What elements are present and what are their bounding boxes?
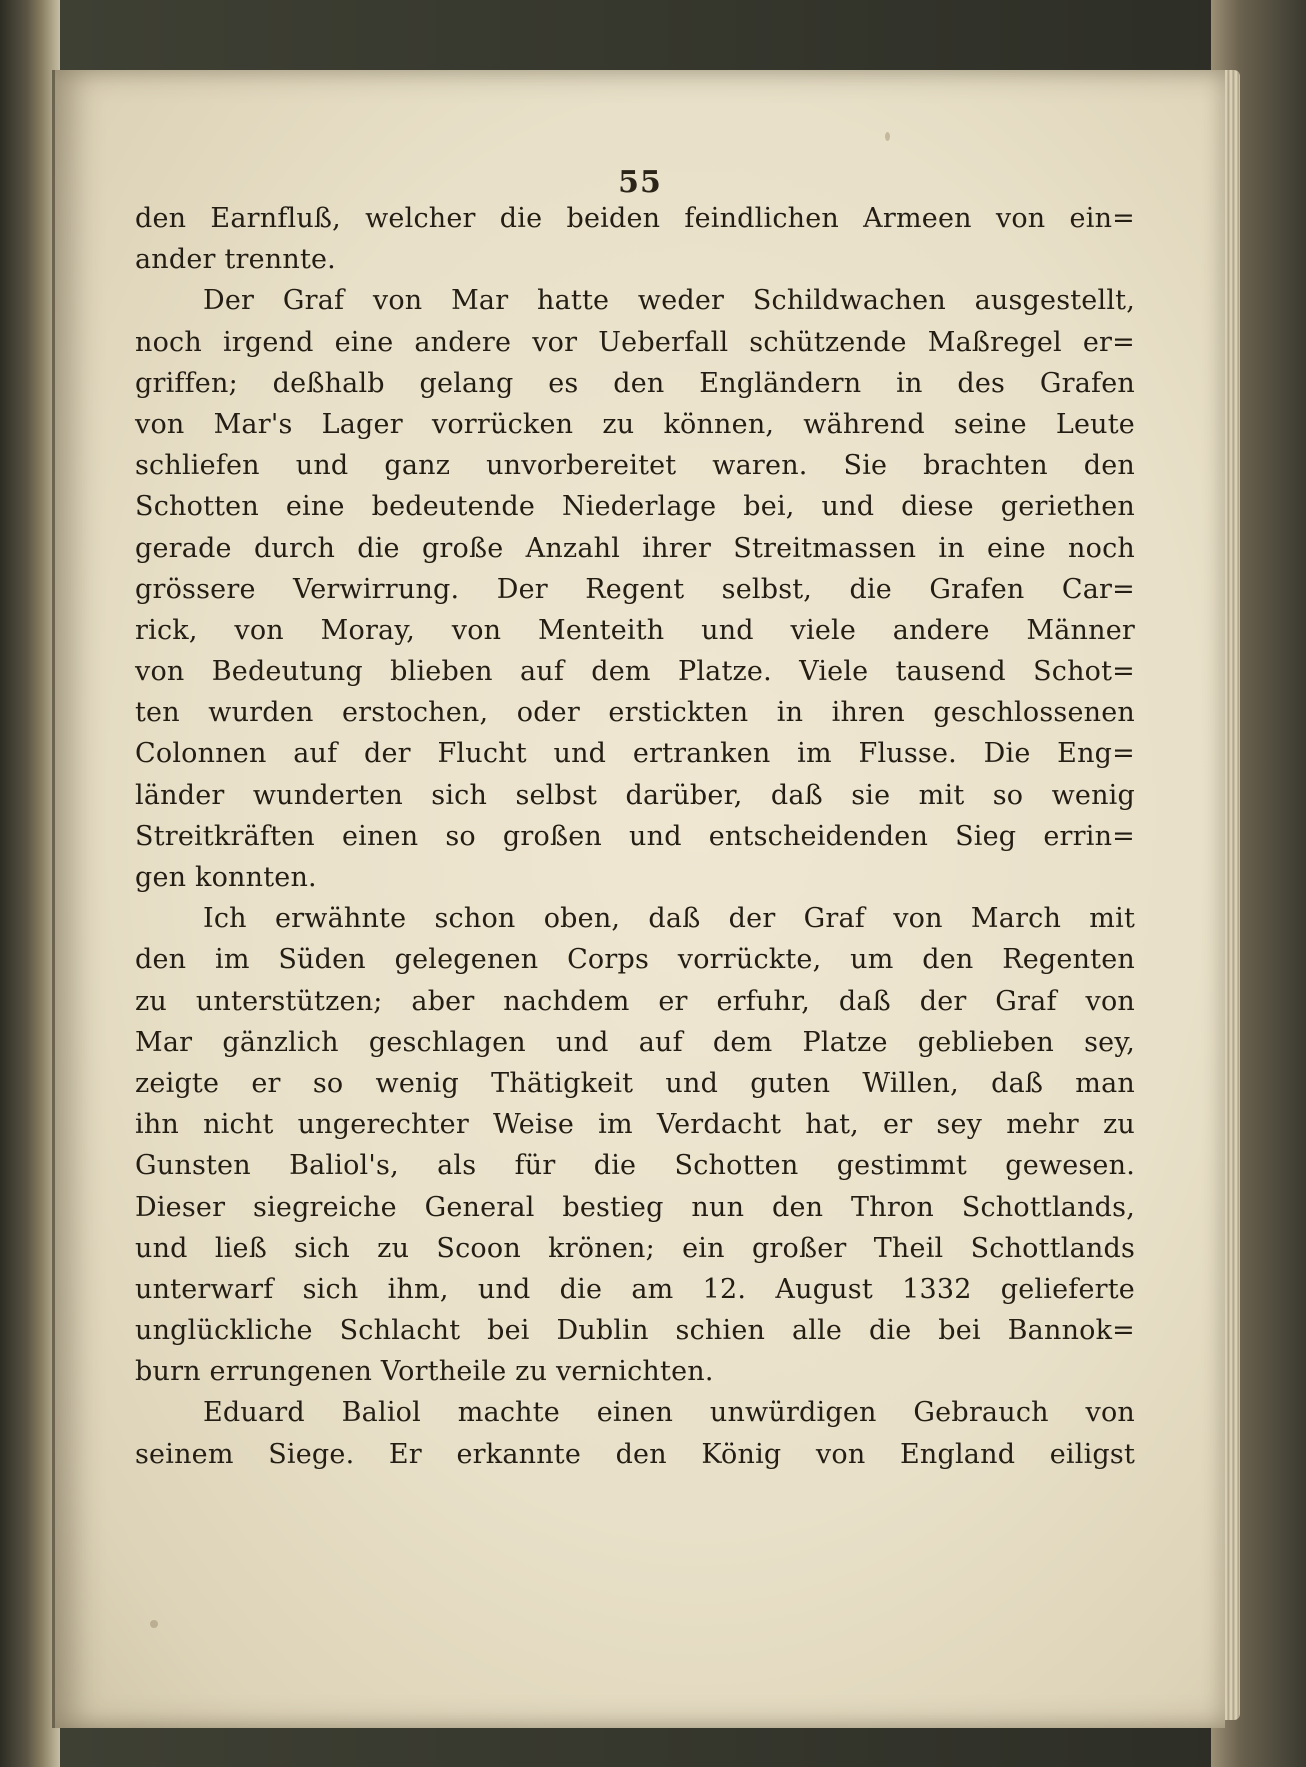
text-line: Gunsten Baliol's, als für die Schotten gestimmt gewesen.: [135, 1150, 1135, 1182]
page-number: 55: [618, 165, 662, 200]
text-line: unterwarf sich ihm, und die am 12. August 1332 gelieferte: [135, 1273, 1135, 1305]
text-line: zeigte er so wenig Thätigkeit und guten Willen, daß man: [135, 1067, 1135, 1099]
book-page: [52, 70, 1225, 1728]
page-text: [135, 198, 1135, 1475]
book-cover-left-edge: [0, 0, 60, 1767]
text-line: gerade durch die große Anzahl ihrer Streitmassen in eine noch: [135, 532, 1135, 564]
text-line: zu unterstützen; aber nachdem er erfuhr, daß der Graf von: [135, 985, 1135, 1017]
text-line: rick, von Moray, von Menteith und viele andere Männer: [135, 614, 1135, 646]
text-line: von Bedeutung blieben auf dem Platze. Viele tausend Schot=: [135, 656, 1135, 688]
text-line: Mar gänzlich geschlagen und auf dem Platze geblieben sey,: [135, 1026, 1135, 1058]
text-line: Dieser siegreiche General bestieg nun den Thron Schottlands,: [135, 1191, 1135, 1223]
text-line: Der Graf von Mar hatte weder Schildwachen ausgestellt,: [203, 285, 1135, 317]
text-line: Colonnen auf der Flucht und ertranken im Flusse. Die Eng=: [135, 738, 1135, 770]
text-line: grössere Verwirrung. Der Regent selbst, die Grafen Car=: [135, 573, 1135, 605]
text-line: noch irgend eine andere vor Ueberfall schützende Maßregel er=: [135, 326, 1135, 358]
text-line: den Earnfluß, welcher die beiden feindlichen Armeen von ein=: [135, 203, 1135, 234]
text-line: Schotten eine bedeutende Niederlage bei, und diese geriethen: [135, 491, 1135, 523]
text-line: ten wurden erstochen, oder erstickten in ihren geschlossenen: [135, 697, 1135, 729]
text-line: gen konnten.: [135, 862, 317, 893]
text-line: unglückliche Schlacht bei Dublin schien alle die bei Bannok=: [135, 1315, 1135, 1347]
text-line: ander trennte.: [135, 244, 336, 276]
text-line: von Mar's Lager vorrücken zu können, während seine Leute: [135, 408, 1135, 440]
text-line: schliefen und ganz unvorbereitet waren. Sie brachten den: [135, 450, 1135, 482]
paper-stain: [150, 1620, 158, 1628]
text-line: Streitkräften einen so großen und entscheidenden Sieg errin=: [135, 820, 1135, 852]
paper-stain: [885, 132, 890, 141]
text-line: Eduard Baliol machte einen unwürdigen Gebrauch von: [203, 1397, 1135, 1429]
text-line: griffen; deßhalb gelang es den Engländern in des Grafen: [135, 367, 1135, 399]
text-line: Ich erwähnte schon oben, daß der Graf von March mit: [203, 903, 1135, 935]
text-line: ihn nicht ungerechter Weise im Verdacht hat, er sey mehr zu: [135, 1109, 1135, 1141]
text-line: burn errungenen Vortheile zu vernichten.: [135, 1356, 714, 1388]
text-line: seinem Siege. Er erkannte den König von England eiligst: [135, 1438, 1135, 1470]
text-line: den im Süden gelegenen Corps vorrückte, um den Regenten: [135, 944, 1135, 976]
text-line: und ließ sich zu Scoon krönen; ein großer Theil Schottlands: [135, 1232, 1135, 1264]
text-line: länder wunderten sich selbst darüber, daß sie mit so wenig: [135, 779, 1135, 811]
